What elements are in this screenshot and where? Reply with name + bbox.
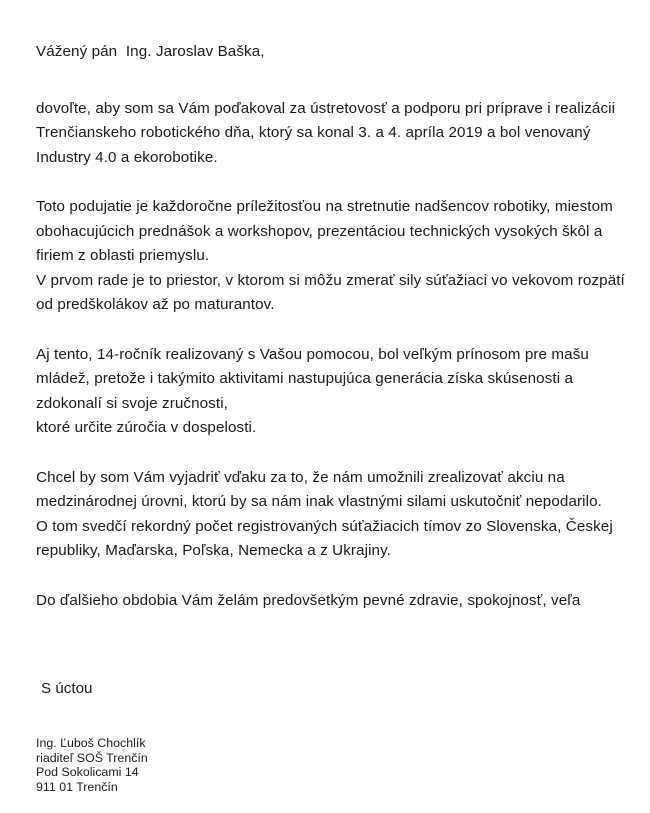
paragraph-event <box>36 195 626 318</box>
paragraph-line: Chcel by som Vám vyjadriť vďaku za to, že nám umožnili zrealizovať akciu na <box>36 468 565 486</box>
paragraph-line: od predškolákov až po maturantov. <box>36 296 275 313</box>
paragraph-line: dovoľte, aby som sa Vám poďakoval za ústretovosť a podporu pri príprave i realizácii <box>36 99 616 117</box>
paragraph-line: V prvom rade je to priestor, v ktorom si môžu zmerať sily súťažiaci vo vekovom rozpätí <box>36 271 625 289</box>
salutation: Vážený pán Ing. Jaroslav Baška, <box>36 43 265 60</box>
paragraph-line: O tom svedčí rekordný počet registrovaných súťažiacich tímov zo Slovenska, Českej <box>36 517 613 535</box>
paragraph-line: Aj tento, 14-ročník realizovaný s Vašou pomocou, bol veľkým prínosom pre mašu <box>36 345 589 363</box>
signatory-name: Ing. Ľuboš Chochlík <box>36 736 146 750</box>
paragraph-line: zdokonalí si svoje zručnosti, <box>36 394 228 412</box>
paragraph-line: Toto podujatie je každoročne príležitosťou na stretnutie nadšencov robotiky, miestom <box>36 198 613 215</box>
paragraph-line: Trenčianskeho robotického dňa, ktorý sa konal 3. a 4. apríla 2019 a bol venovaný <box>36 124 591 141</box>
paragraph-line: Industry 4.0 a ekorobotike. <box>36 148 218 166</box>
paragraph-line: ktoré určite zúročia v dospelosti. <box>36 419 257 436</box>
signatory-title: riaditeľ SOŠ Trenčín <box>36 750 148 765</box>
paragraph-line: Do ďalšieho obdobia Vám želám predovšetkým pevné zdravie, spokojnosť, veľa <box>36 591 581 609</box>
paragraph-gratitude <box>36 466 626 564</box>
paragraph-line: mládež, pretože i takýmito aktivitami nastupujúca generácia získa skúsenosti a <box>36 370 574 387</box>
address-street: Pod Sokolicami 14 <box>36 765 139 780</box>
paragraph-wishes <box>36 589 626 614</box>
paragraph-line: obohacujúcich prednášok a workshopov, prezentáciou technických vysokých škôl a <box>36 222 603 240</box>
paragraph-line: republiky, Maďarska, Poľska, Nemecka a z Ukrajiny. <box>36 542 391 559</box>
signature-block <box>36 736 148 794</box>
closing-phrase: S úctou <box>41 680 93 697</box>
paragraph-youth <box>36 343 626 441</box>
paragraph-line: medzinárodnej úrovni, ktorú by sa nám inak vlastnými silami uskutočniť nepodarilo. <box>36 493 602 510</box>
paragraph-thanks <box>36 97 626 171</box>
paragraph-line: firiem z oblasti priemyslu. <box>36 247 210 264</box>
address-city: 911 01 Trenčín <box>36 779 118 794</box>
letter-body <box>36 40 626 638</box>
